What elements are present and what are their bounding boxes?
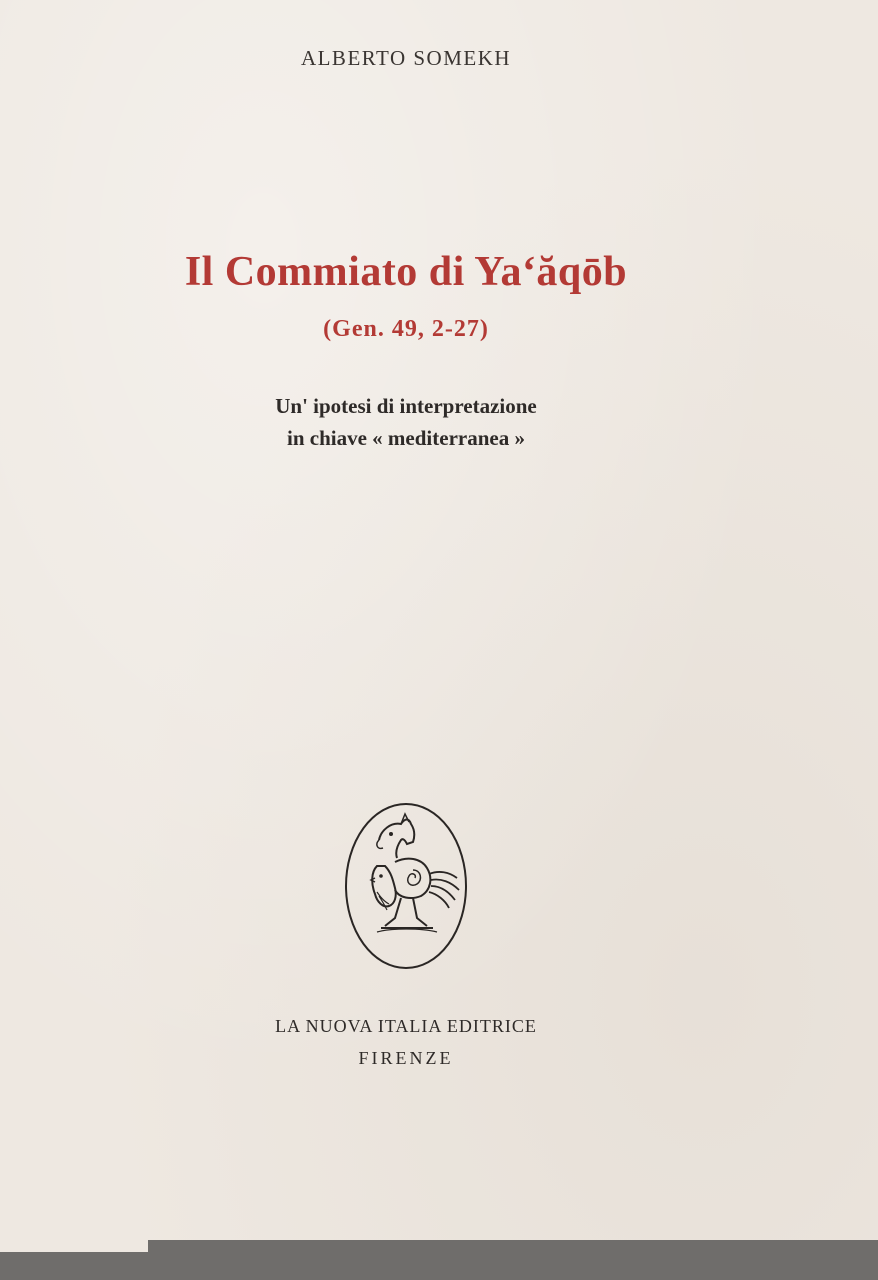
subtitle-line-1: Un' ipotesi di interpretazione (275, 394, 537, 418)
publisher-name: LA NUOVA ITALIA EDITRICE (275, 1016, 537, 1036)
author-name: ALBERTO SOMEKH (300, 46, 512, 70)
scan-background (0, 1252, 878, 1280)
gryllus-gem-emblem-icon (341, 800, 471, 972)
subtitle-line-2: in chiave « mediterranea » (287, 426, 525, 450)
scripture-reference: (Gen. 49, 2-27) (323, 316, 489, 342)
page-edge (0, 1240, 148, 1252)
book-title: Il Commiato di Ya‘ăqōb (184, 249, 628, 295)
publisher-city: FIRENZE (358, 1048, 454, 1068)
